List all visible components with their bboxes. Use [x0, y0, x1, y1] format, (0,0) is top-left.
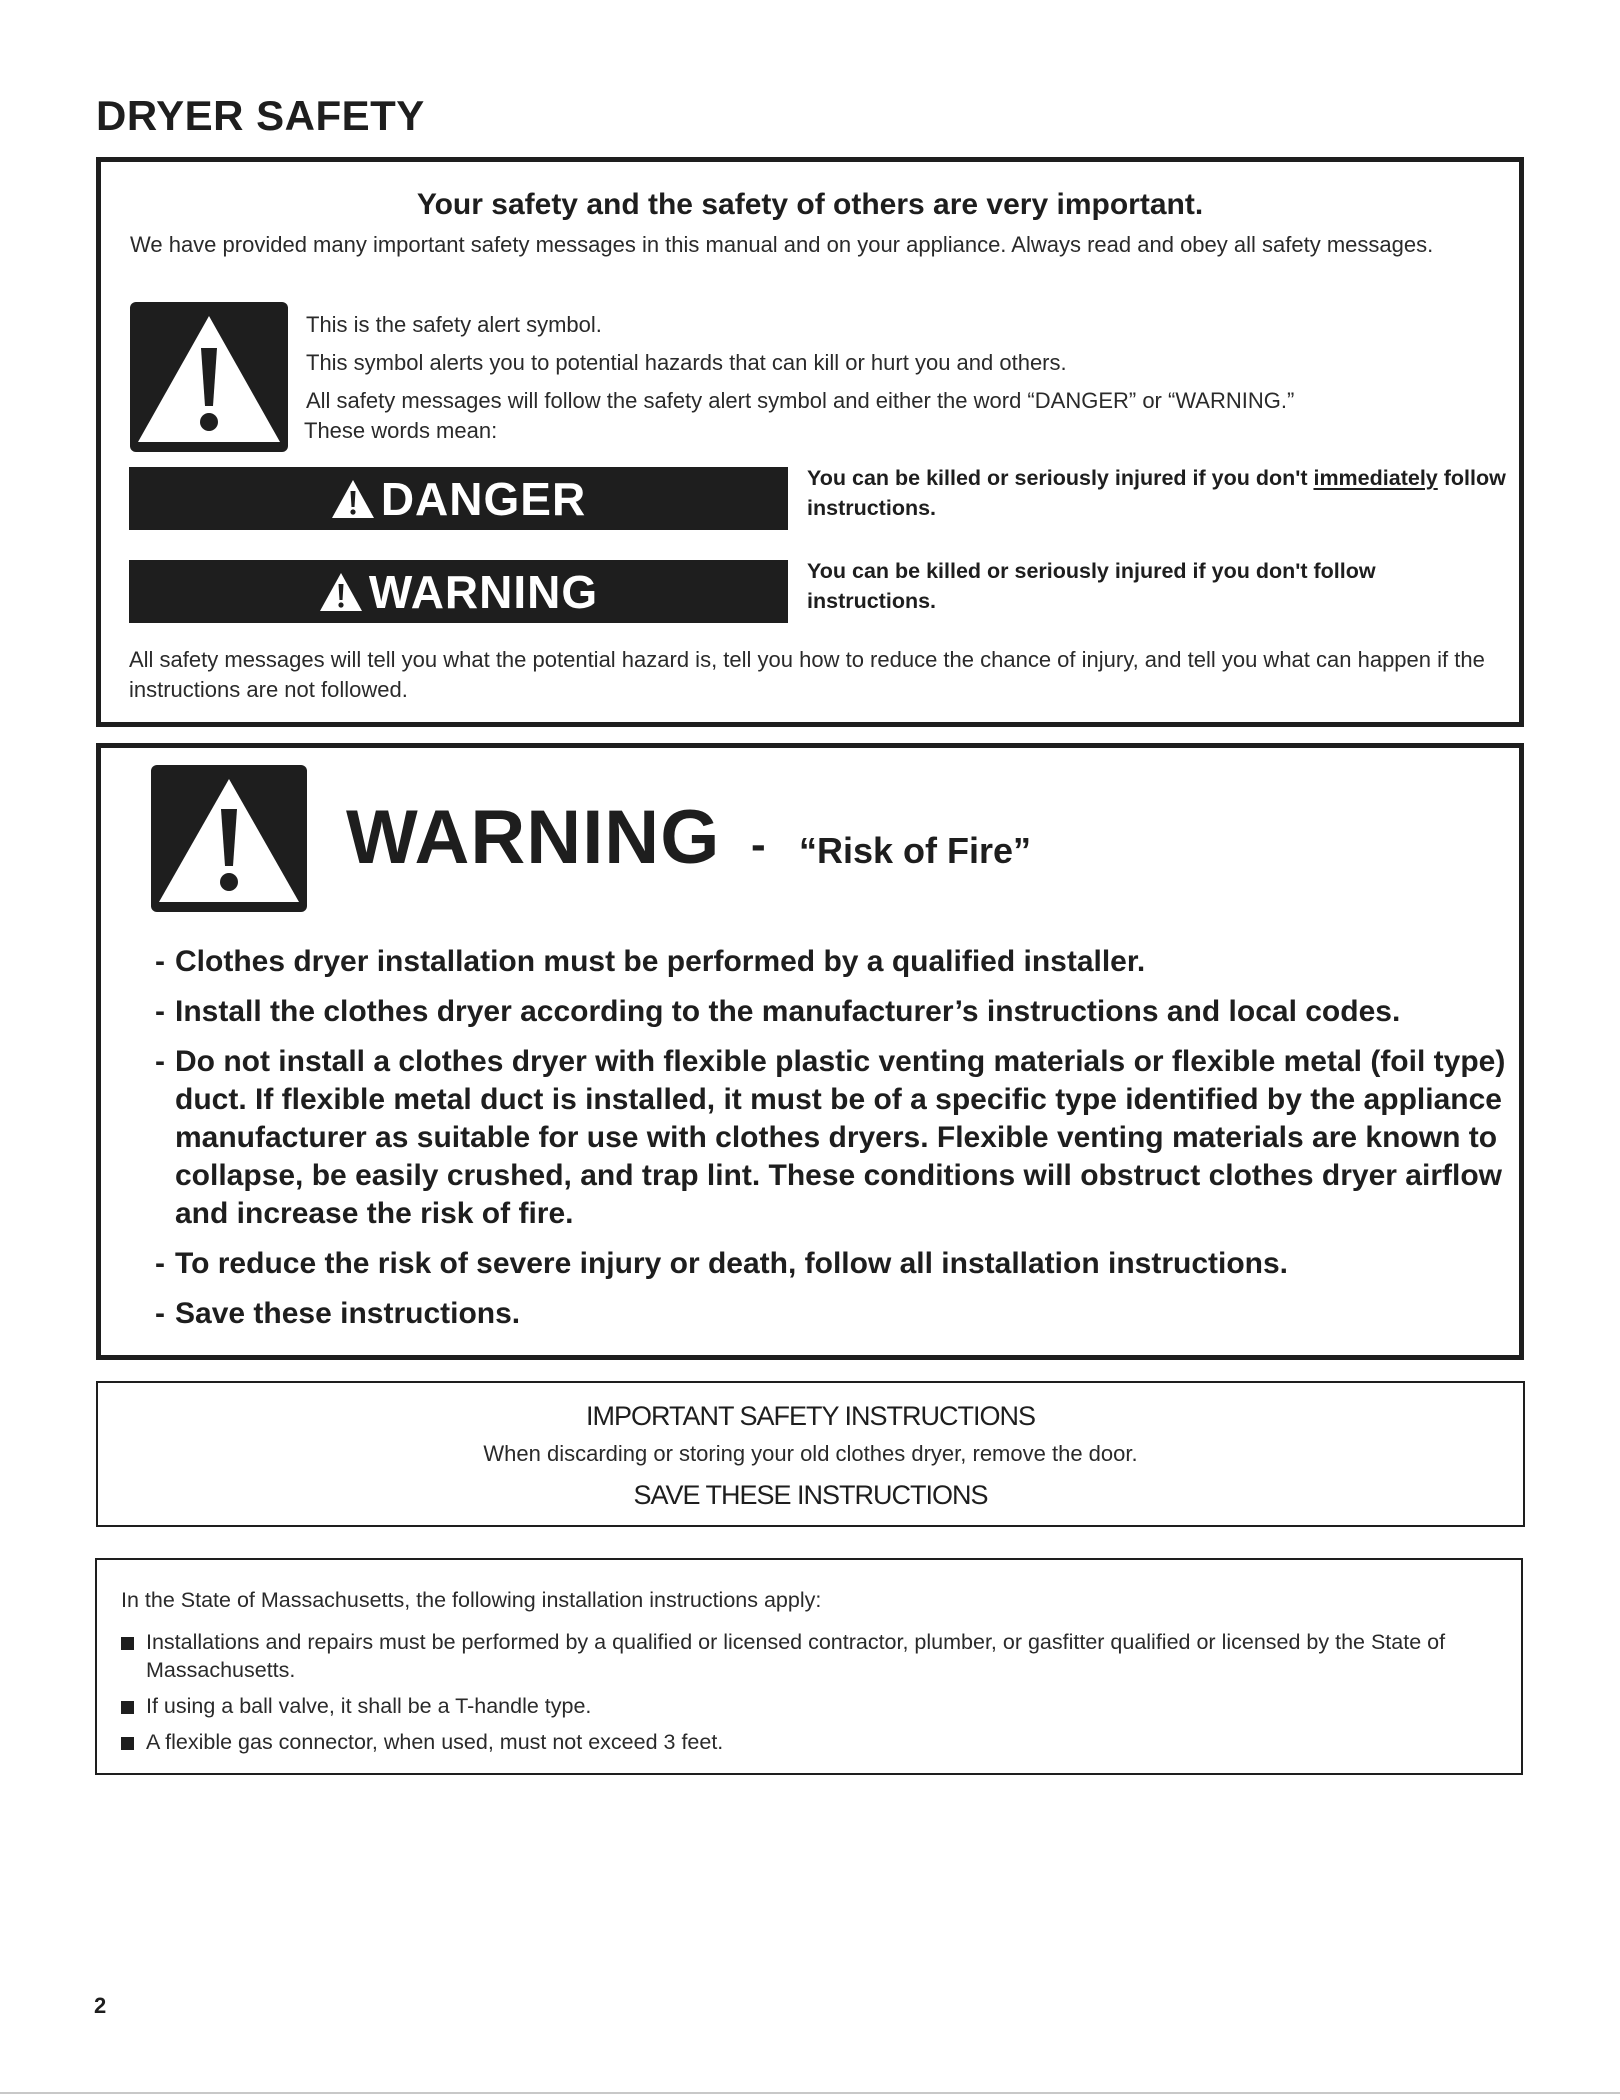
- warning-description: You can be killed or seriously injured if you don't follow instructions.: [807, 559, 1376, 613]
- symbol-line: This is the safety alert symbol.: [306, 312, 602, 337]
- alert-triangle-icon: [319, 571, 363, 613]
- bottom-rule: [0, 2092, 1620, 2094]
- page-title: DRYER SAFETY: [96, 92, 425, 139]
- important-title: IMPORTANT SAFETY INSTRUCTIONS: [585, 1401, 1036, 1431]
- fire-warning-list: [155, 943, 1515, 1345]
- list-item: - Install the clothes dryer according to the manufacturer’s instructions and local codes.: [155, 993, 1515, 1031]
- square-bullet-icon: [121, 1637, 134, 1650]
- danger-description: You can be killed or seriously injured if you don't immediately follow instructions.: [807, 466, 1506, 520]
- fire-warning-separator: -: [751, 820, 766, 869]
- square-bullet-icon: [121, 1701, 134, 1714]
- list-item: Installations and repairs must be performed by a qualified or licensed contractor, plumber, or gasfitter qualified or licensed by the State of Massachusetts.: [121, 1628, 1501, 1684]
- fire-warning-title: WARNING: [346, 795, 721, 880]
- massachusetts-list: [121, 1628, 1501, 1764]
- fire-warning-subtitle: “Risk of Fire”: [799, 830, 1032, 871]
- warning-label: WARNING: [368, 565, 599, 618]
- danger-label: DANGER: [380, 472, 587, 525]
- warning-signal-bar: [129, 560, 788, 623]
- alert-triangle-icon: [331, 478, 375, 520]
- fire-warning-box: [96, 743, 1524, 1360]
- safety-footer: All safety messages will tell you what the potential hazard is, tell you how to reduce the chance of injury, and tell you what can happen if the instructions are not followed.: [129, 647, 1485, 702]
- list-item: - To reduce the risk of severe injury or death, follow all installation instructions.: [155, 1245, 1515, 1283]
- square-bullet-icon: [121, 1737, 134, 1750]
- list-item: If using a ball valve, it shall be a T-handle type.: [121, 1692, 1501, 1720]
- safety-heading: Your safety and the safety of others are very important.: [416, 188, 1204, 221]
- safety-alert-triangle-icon: [130, 302, 288, 452]
- symbol-line: All safety messages will follow the safety alert symbol and either the word “DANGER” or “WARNING.”: [306, 388, 1295, 413]
- list-item: - Do not install a clothes dryer with flexible plastic venting materials or flexible metal (foil type) duct. If flexible metal duct is installed, it must be of a specific type identified by the appliance manufacturer as suitable for use with clothes dryers. Flexible venting materials are known to collapse, be easily crushed, and trap lint. These conditions will obstruct clothes dryer airflow and increase the risk of fire.: [155, 1043, 1515, 1233]
- page-number: 2: [94, 1993, 107, 2018]
- symbol-line: This symbol alerts you to potential hazards that can kill or hurt you and others.: [306, 350, 1067, 375]
- important-instructions-box: [96, 1381, 1525, 1527]
- important-text: When discarding or storing your old clothes dryer, remove the door.: [483, 1441, 1138, 1466]
- danger-emphasis: immediately: [1313, 466, 1438, 490]
- list-item: - Save these instructions.: [155, 1295, 1515, 1333]
- safety-messages-box: [96, 157, 1524, 727]
- list-item: A flexible gas connector, when used, must not exceed 3 feet.: [121, 1728, 1501, 1756]
- symbol-line: These words mean:: [304, 418, 498, 443]
- safety-intro: We have provided many important safety messages in this manual and on your appliance. Always read and obey all safety messages.: [130, 232, 1434, 257]
- safety-alert-triangle-icon: [151, 765, 307, 912]
- massachusetts-intro: In the State of Massachusetts, the following installation instructions apply:: [121, 1588, 822, 1612]
- massachusetts-box: [95, 1558, 1523, 1775]
- save-instructions-label: SAVE THESE INSTRUCTIONS: [633, 1480, 988, 1510]
- list-item: - Clothes dryer installation must be performed by a qualified installer.: [155, 943, 1515, 981]
- danger-signal-bar: [129, 467, 788, 530]
